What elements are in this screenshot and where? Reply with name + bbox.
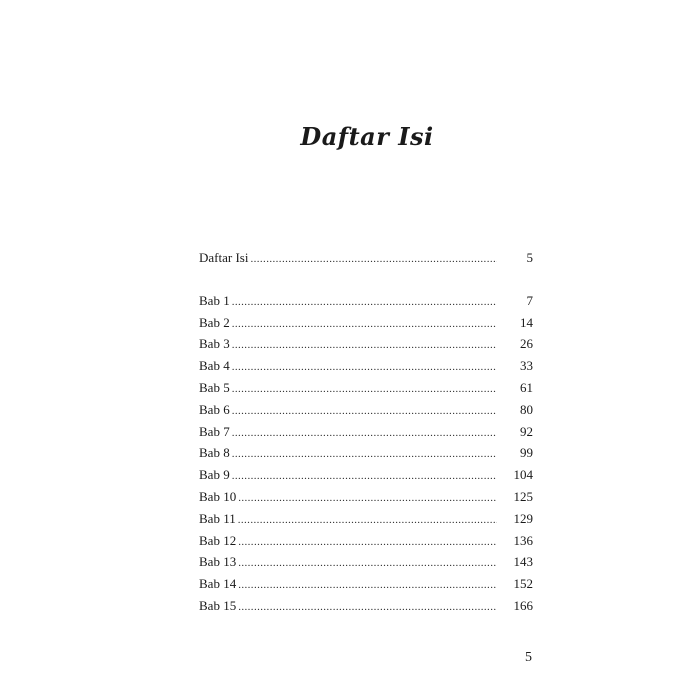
toc-entry-page: 99 <box>520 445 533 461</box>
dot-leader <box>238 532 497 554</box>
toc-entry-page: 104 <box>513 467 533 483</box>
toc-entry <box>199 508 533 530</box>
toc-entry <box>199 573 533 595</box>
toc-entry <box>199 333 533 355</box>
toc-entry-page: 26 <box>520 336 533 352</box>
toc-entry-label: Bab 13 <box>199 554 237 570</box>
toc-entry-page: 143 <box>513 554 533 570</box>
dot-leader <box>232 379 497 401</box>
table-of-contents <box>199 247 533 617</box>
dot-leader <box>250 249 497 271</box>
toc-entry <box>199 421 533 443</box>
dot-leader <box>238 510 497 532</box>
toc-entry <box>199 486 533 508</box>
dot-leader <box>238 575 497 597</box>
toc-entry-label: Bab 9 <box>199 467 230 483</box>
dot-leader <box>232 444 497 466</box>
page-number: 5 <box>525 650 532 665</box>
page-title: Daftar Isi <box>300 122 434 151</box>
toc-entry-page: 80 <box>520 401 533 417</box>
toc-entry-page: 5 <box>526 250 533 265</box>
toc-entry <box>199 442 533 464</box>
toc-entry <box>199 464 533 486</box>
toc-entry-label: Bab 3 <box>199 336 230 352</box>
dot-leader <box>232 314 497 336</box>
toc-entry-label: Bab 15 <box>199 597 237 613</box>
dot-leader <box>232 357 497 379</box>
toc-entry-page: 92 <box>520 423 533 439</box>
toc-entry-label: Bab 5 <box>199 379 230 395</box>
toc-entry-label: Bab 2 <box>199 314 230 330</box>
toc-entry-label: Bab 8 <box>199 445 230 461</box>
toc-entry-page: 129 <box>513 510 533 526</box>
toc-entry <box>199 399 533 421</box>
toc-entry-page: 166 <box>513 597 533 613</box>
dot-leader <box>232 423 497 445</box>
toc-entry <box>199 312 533 334</box>
dot-leader <box>232 335 497 357</box>
dot-leader <box>232 292 497 314</box>
toc-entry <box>199 595 533 617</box>
toc-entry-page: 152 <box>513 576 533 592</box>
toc-entry-label: Bab 12 <box>199 532 237 548</box>
toc-entry-page: 61 <box>520 379 533 395</box>
toc-entry-label: Bab 14 <box>199 576 237 592</box>
toc-entry-label: Daftar Isi <box>199 250 249 265</box>
dot-leader <box>238 553 497 575</box>
toc-entry-label: Bab 10 <box>199 488 237 504</box>
toc-entry-label: Bab 11 <box>199 510 236 526</box>
toc-entry <box>199 355 533 377</box>
toc-entry-page: 33 <box>520 358 533 374</box>
toc-entry-label: Bab 4 <box>199 358 230 374</box>
toc-entry-label: Bab 1 <box>199 292 230 308</box>
toc-entry <box>199 290 533 312</box>
toc-entry <box>199 551 533 573</box>
dot-leader <box>232 401 497 423</box>
dot-leader <box>238 488 497 510</box>
toc-entry-label: Bab 6 <box>199 401 230 417</box>
toc-entry-page: 136 <box>513 532 533 548</box>
toc-entry <box>199 377 533 399</box>
toc-entry-label: Bab 7 <box>199 423 230 439</box>
dot-leader <box>238 597 497 619</box>
toc-entry <box>199 530 533 552</box>
toc-entry-page: 14 <box>520 314 533 330</box>
toc-entry <box>199 247 533 269</box>
toc-entry-page: 7 <box>526 292 533 308</box>
dot-leader <box>232 466 497 488</box>
toc-entry-page: 125 <box>513 488 533 504</box>
